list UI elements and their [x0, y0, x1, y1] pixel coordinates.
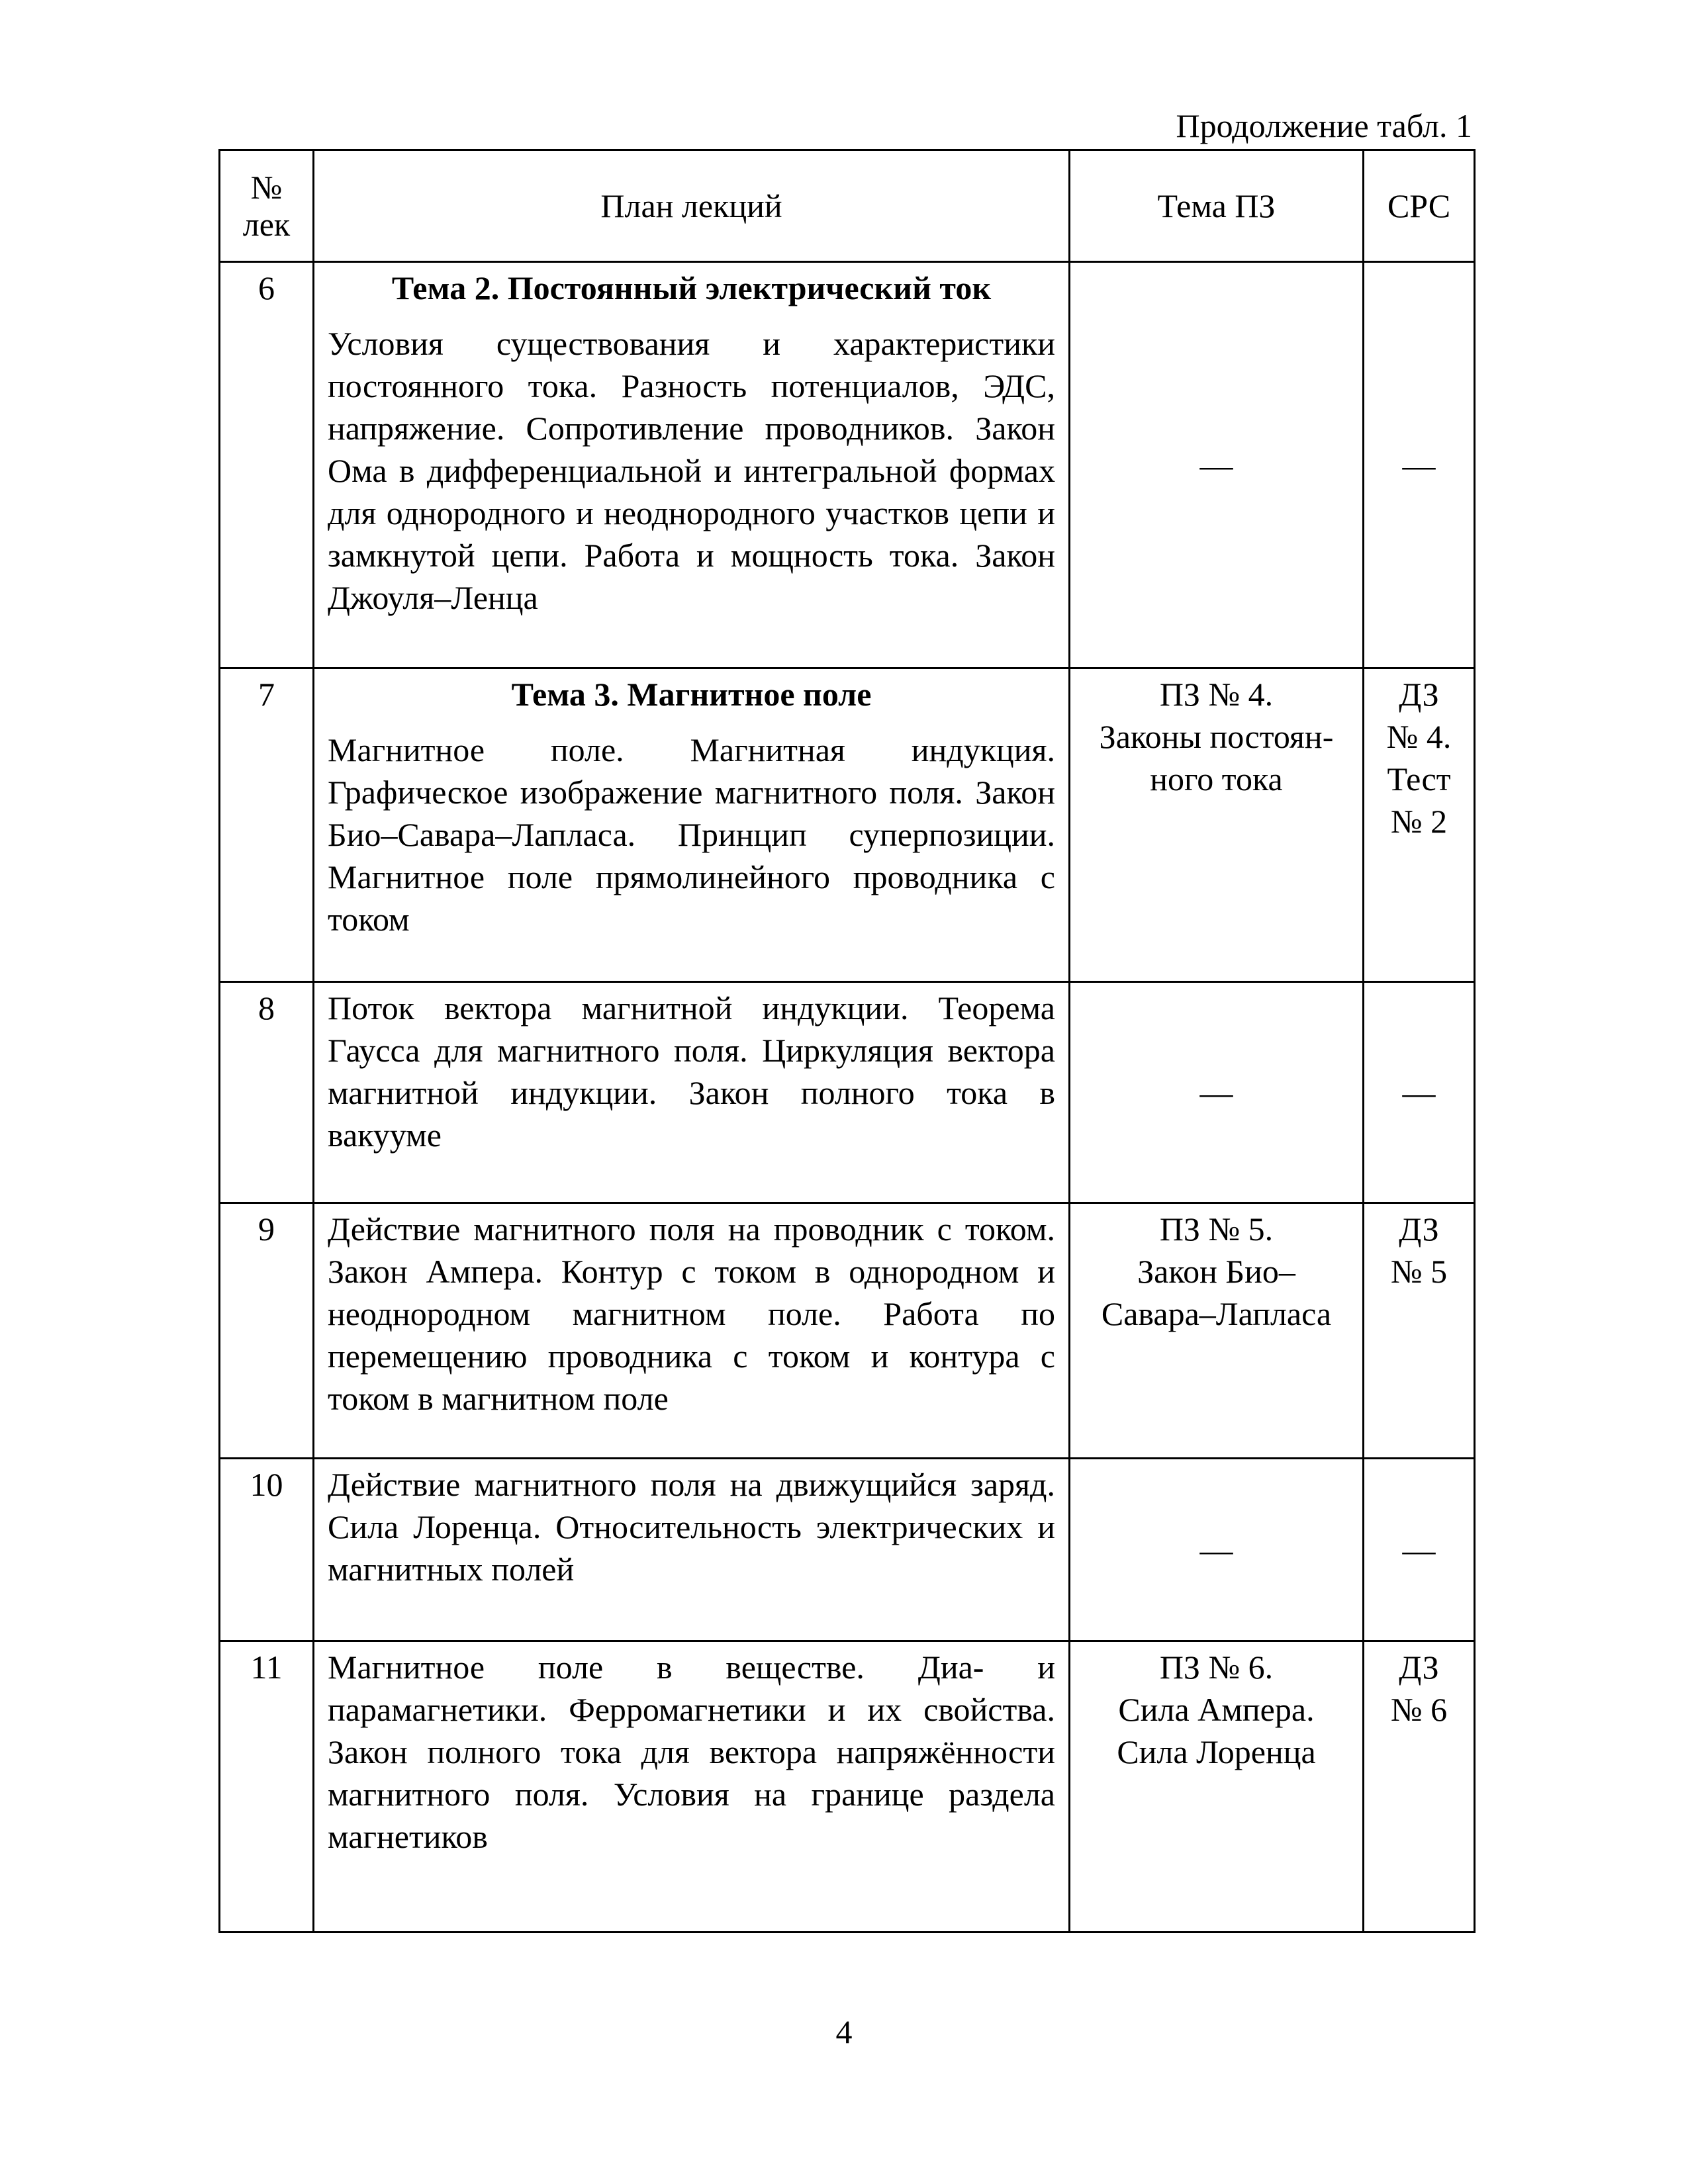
table-row [220, 262, 1475, 668]
lecture-number: 11 [220, 1641, 314, 1933]
practice-title-line: Закон Био– [1137, 1253, 1295, 1290]
header-lecture-plan: План лекций [314, 150, 1070, 262]
self-study-cell: — [1364, 262, 1475, 668]
lecture-plan-text: Действие магнитного поля на проводник с током. Закон Ампера. Контур с током в однородном и неоднородном магнитном поле. Работа по перемещению проводника с током и контура с током в магнитном поле [328, 1210, 1055, 1417]
lecture-plan-cell [314, 1641, 1070, 1933]
practice-title-line: ного тока [1150, 760, 1283, 797]
lecture-plan-cell [314, 982, 1070, 1203]
practice-topic-cell: — [1070, 1459, 1364, 1641]
header-self-study: СРС [1364, 150, 1475, 262]
test-number: № 2 [1390, 803, 1448, 840]
header-number-sign: № [250, 169, 283, 206]
homework-number: № 6 [1390, 1691, 1448, 1728]
practice-topic-cell [1070, 1203, 1364, 1459]
practice-title-line: Савара–Лапласа [1101, 1295, 1332, 1332]
test-label: Тест [1387, 760, 1451, 797]
self-study-cell [1364, 1641, 1475, 1933]
topic-title: Тема 2. Постоянный электрический ток [391, 269, 992, 306]
lecture-number: 8 [220, 982, 314, 1203]
table-row [220, 982, 1475, 1203]
lecture-plan-table [218, 149, 1476, 1933]
table-row [220, 1459, 1475, 1641]
practice-number: ПЗ № 6. [1159, 1649, 1274, 1686]
lecture-plan-text: Поток вектора магнитной индукции. Теорема Гаусса для магнитного поля. Циркуляция вектора магнитной индукции. Закон полного тока в вакууме [328, 989, 1055, 1154]
header-lecture-abbrev: лек [242, 206, 291, 243]
lecture-number: 6 [220, 262, 314, 668]
lecture-plan-text: Действие магнитного поля на движущийся заряд. Сила Лоренца. Относительность электрических и магнитных полей [328, 1466, 1055, 1588]
lecture-plan-text: Магнитное поле. Магнитная индукция. Графическое изображение магнитного поля. Закон Био–Савара–Лапласа. Принцип суперпозиции. Магнитное поле прямолинейного проводника с током [328, 731, 1055, 938]
practice-number: ПЗ № 4. [1159, 676, 1274, 713]
table-row [220, 668, 1475, 982]
table-row [220, 1641, 1475, 1933]
lecture-plan-cell [314, 262, 1070, 668]
homework-number: № 4. [1386, 718, 1452, 755]
homework-label: ДЗ [1399, 676, 1439, 713]
practice-title-line: Сила Ампера. [1118, 1691, 1315, 1728]
homework-number: № 5 [1390, 1253, 1448, 1290]
lecture-plan-cell [314, 1459, 1070, 1641]
lecture-number: 10 [220, 1459, 314, 1641]
practice-topic-cell [1070, 668, 1364, 982]
table-caption: Продолжение табл. 1 [1176, 107, 1472, 144]
header-practice-topic: Тема ПЗ [1070, 150, 1364, 262]
lecture-plan-text: Магнитное поле в веществе. Диа- и парамагнетики. Ферромагнетики и их свойства. Закон полного тока для вектора напряжённости магнитного поля. Условия на границе раздела магнетиков [328, 1649, 1055, 1855]
header-lecture-number [220, 150, 314, 262]
lecture-number: 9 [220, 1203, 314, 1459]
lecture-plan-text: Условия существования и характеристики постоянного тока. Разность потенциалов, ЭДС, напряжение. Сопротивление проводников. Закон Ома в дифференциальной и интегральной формах для однородного и неоднородного участков цепи и замкнутой цепи. Работа и мощность тока. Закон Джоуля–Ленца [328, 325, 1055, 616]
homework-label: ДЗ [1399, 1649, 1439, 1686]
practice-title-line: Сила Лоренца [1117, 1733, 1316, 1770]
lecture-number: 7 [220, 668, 314, 982]
lecture-plan-cell [314, 1203, 1070, 1459]
self-study-cell [1364, 1203, 1475, 1459]
lecture-plan-cell [314, 668, 1070, 982]
self-study-cell: — [1364, 982, 1475, 1203]
practice-number: ПЗ № 5. [1159, 1210, 1274, 1248]
practice-title-line: Законы постоян- [1099, 718, 1334, 755]
table-header-row [220, 150, 1475, 262]
topic-title: Тема 3. Магнитное поле [511, 676, 872, 713]
self-study-cell: — [1364, 1459, 1475, 1641]
page-number: 4 [835, 2013, 853, 2050]
table-row [220, 1203, 1475, 1459]
practice-topic-cell: — [1070, 262, 1364, 668]
practice-topic-cell [1070, 1641, 1364, 1933]
self-study-cell [1364, 668, 1475, 982]
homework-label: ДЗ [1399, 1210, 1439, 1248]
practice-topic-cell: — [1070, 982, 1364, 1203]
